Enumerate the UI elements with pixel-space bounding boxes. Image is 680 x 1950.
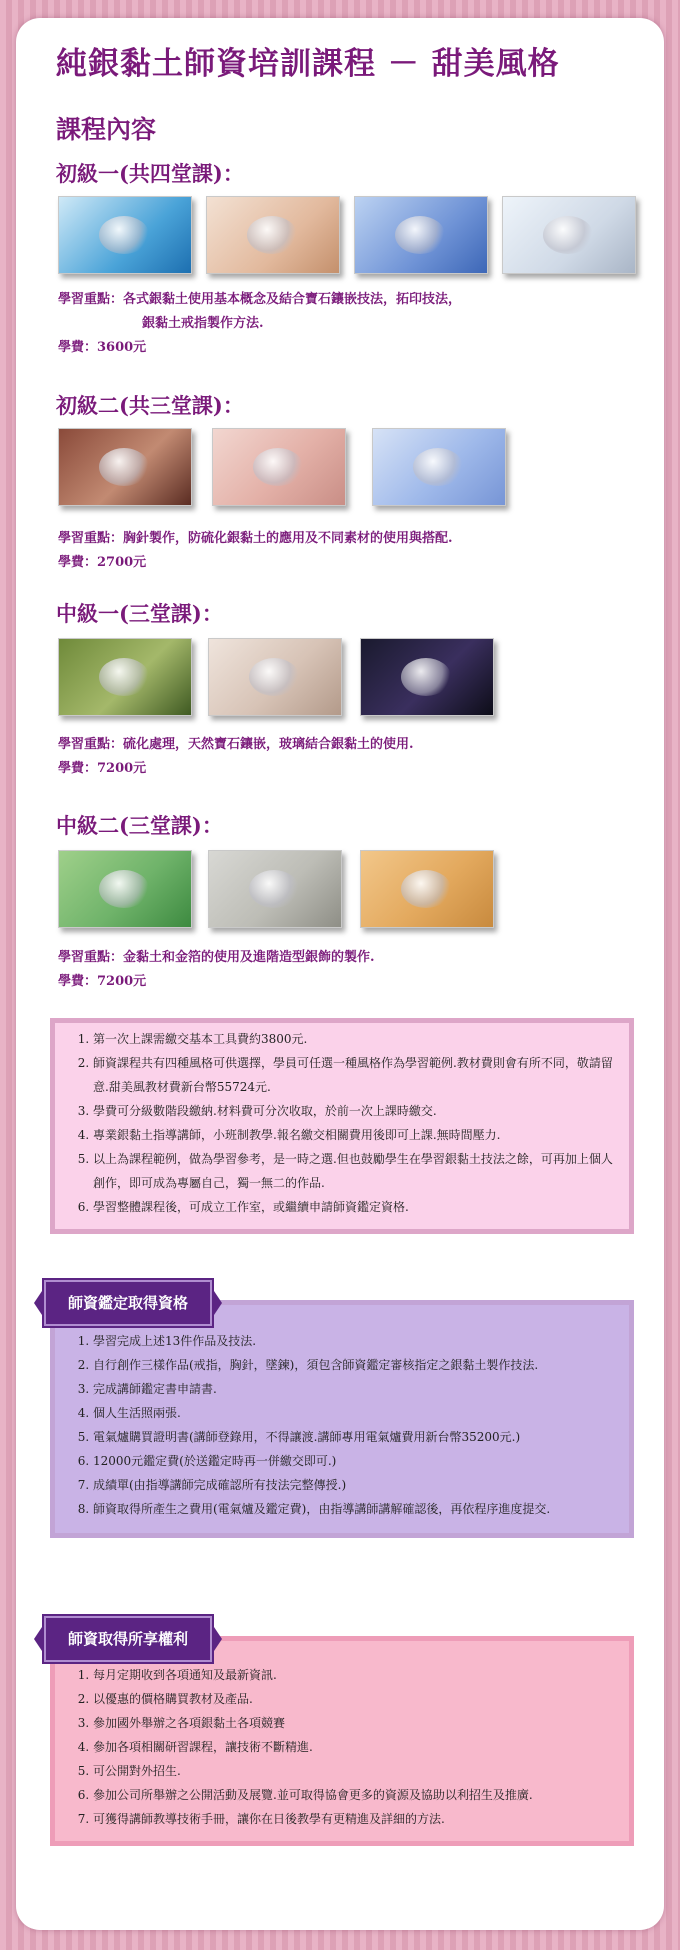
list-item: 6. 參加公司所舉辦之公開活動及展覽.並可取得協會更多的資源及協助以利招生及推廣. bbox=[93, 1783, 615, 1807]
fee-text: 學費：7200元 bbox=[58, 761, 147, 776]
fee-text: 學費：2700元 bbox=[58, 555, 147, 570]
dragonfly-icon bbox=[208, 638, 342, 716]
list-item: 4. 個人生活照兩張. bbox=[93, 1401, 615, 1425]
focus-text: 各式銀黏土使用基本概念及結合寶石鑲嵌技法，拓印技法， bbox=[123, 292, 462, 307]
photo-row bbox=[58, 428, 520, 506]
list-item: 4. 參加各項相關研習課程，讓技術不斷精進. bbox=[93, 1735, 615, 1759]
flower-ring-icon bbox=[208, 850, 342, 928]
photo-row bbox=[58, 638, 508, 716]
focus-label: 學習重點： bbox=[58, 292, 124, 307]
list-item: 2. 自行創作三樣作品(戒指，胸針，墜鍊)，須包含師資鑑定審核指定之銀黏土製作技法. bbox=[93, 1353, 615, 1377]
benefits-list bbox=[55, 1663, 629, 1831]
list-item: 6. 學習整體課程後，可成立工作室，或繼續申請師資鑑定資格. bbox=[93, 1195, 615, 1219]
level-title: 初級二(共三堂課)： bbox=[56, 393, 244, 418]
list-item: 2. 以優惠的價格購買教材及產品. bbox=[93, 1687, 615, 1711]
photo-row bbox=[58, 196, 650, 274]
list-item: 3. 參加國外舉辦之各項銀黏土各項競賽 bbox=[93, 1711, 615, 1735]
ring-icon bbox=[372, 428, 506, 506]
certification-banner: 師資鑑定取得資格 bbox=[44, 1280, 212, 1326]
photo-row bbox=[58, 850, 508, 928]
list-item: 3. 學費可分級數階段繳納.材料費可分次收取，於前一次上課時繳交. bbox=[93, 1099, 615, 1123]
list-item: 1. 每月定期收到各項通知及最新資訊. bbox=[93, 1663, 615, 1687]
section-heading: 課程內容 bbox=[56, 115, 157, 144]
focus-text-continued: 銀黏土戒指製作方法. bbox=[142, 316, 264, 331]
list-item: 7. 可獲得講師教導技術手冊，讓你在日後教學有更精進及詳細的方法. bbox=[93, 1807, 615, 1831]
earrings-icon bbox=[502, 196, 636, 274]
page-title: 純銀黏土師資培訓課程 － 甜美風格 bbox=[56, 46, 560, 82]
certification-box bbox=[50, 1300, 634, 1538]
fee-text: 學費：7200元 bbox=[58, 974, 147, 989]
list-item: 5. 電氣爐購買證明書(講師登錄用，不得讓渡.講師專用電氣爐費用新台幣35200元.) bbox=[93, 1425, 615, 1449]
ring-icon bbox=[58, 196, 192, 274]
flower-brooch-icon bbox=[58, 428, 192, 506]
list-item: 1. 第一次上課需繳交基本工具費約3800元. bbox=[93, 1027, 615, 1051]
ring-icon bbox=[58, 638, 192, 716]
level-title: 初級一(共四堂課)： bbox=[56, 161, 244, 186]
benefits-box bbox=[50, 1636, 634, 1846]
page-card bbox=[16, 18, 664, 1930]
list-item: 4. 專業銀黏土指導講師，小班制教學.報名繳交相關費用後即可上課.無時間壓力. bbox=[93, 1123, 615, 1147]
notes-box bbox=[50, 1018, 634, 1234]
focus-label: 學習重點： bbox=[58, 737, 124, 752]
list-item: 3. 完成講師鑑定書申請書. bbox=[93, 1377, 615, 1401]
level-info bbox=[58, 946, 375, 994]
level-info bbox=[58, 288, 461, 360]
level-title: 中級二(三堂課)： bbox=[56, 813, 223, 838]
list-item: 5. 可公開對外招生. bbox=[93, 1759, 615, 1783]
heart-pendant-icon bbox=[206, 196, 340, 274]
cross-pendant-icon bbox=[360, 850, 494, 928]
gold-ring-icon bbox=[58, 850, 192, 928]
focus-text: 硫化處理，天然寶石鑲嵌，玻璃結合銀黏土的使用. bbox=[123, 737, 414, 752]
fee-text: 學費：3600元 bbox=[58, 340, 147, 355]
focus-text: 金黏土和金箔的使用及進階造型銀飾的製作. bbox=[123, 950, 375, 965]
flower-pendant-icon bbox=[360, 638, 494, 716]
focus-text: 胸針製作，防硫化銀黏土的應用及不同素材的使用與搭配. bbox=[123, 531, 453, 546]
certification-list bbox=[55, 1329, 629, 1521]
list-item: 1. 學習完成上述13件作品及技法. bbox=[93, 1329, 615, 1353]
list-item: 7. 成績單(由指導講師完成確認所有技法完整傳授.) bbox=[93, 1473, 615, 1497]
notes-list bbox=[55, 1027, 629, 1219]
focus-label: 學習重點： bbox=[58, 531, 124, 546]
list-item: 6. 12000元鑑定費(於送鑑定時再一併繳交即可.) bbox=[93, 1449, 615, 1473]
butterfly-pendant-icon bbox=[354, 196, 488, 274]
focus-label: 學習重點： bbox=[58, 950, 124, 965]
level-title: 中級一(三堂課)： bbox=[56, 601, 223, 626]
list-item: 2. 師資課程共有四種風格可供選擇，學員可任選一種風格作為學習範例.教材費則會有所不同，敬請留意.甜美風教材費新台幣55724元. bbox=[93, 1051, 615, 1099]
level-info bbox=[58, 527, 453, 575]
level-info bbox=[58, 733, 414, 781]
list-item: 5. 以上為課程範例，做為學習參考，是一時之選.但也鼓勵學生在學習銀黏土技法之餘，可再加上個人創作，即可成為專屬自己，獨一無二的作品. bbox=[93, 1147, 615, 1195]
ring-icon bbox=[212, 428, 346, 506]
list-item: 8. 師資取得所產生之費用(電氣爐及鑑定費)，由指導講師講解確認後，再依程序進度提交. bbox=[93, 1497, 615, 1521]
benefits-banner: 師資取得所享權利 bbox=[44, 1616, 212, 1662]
